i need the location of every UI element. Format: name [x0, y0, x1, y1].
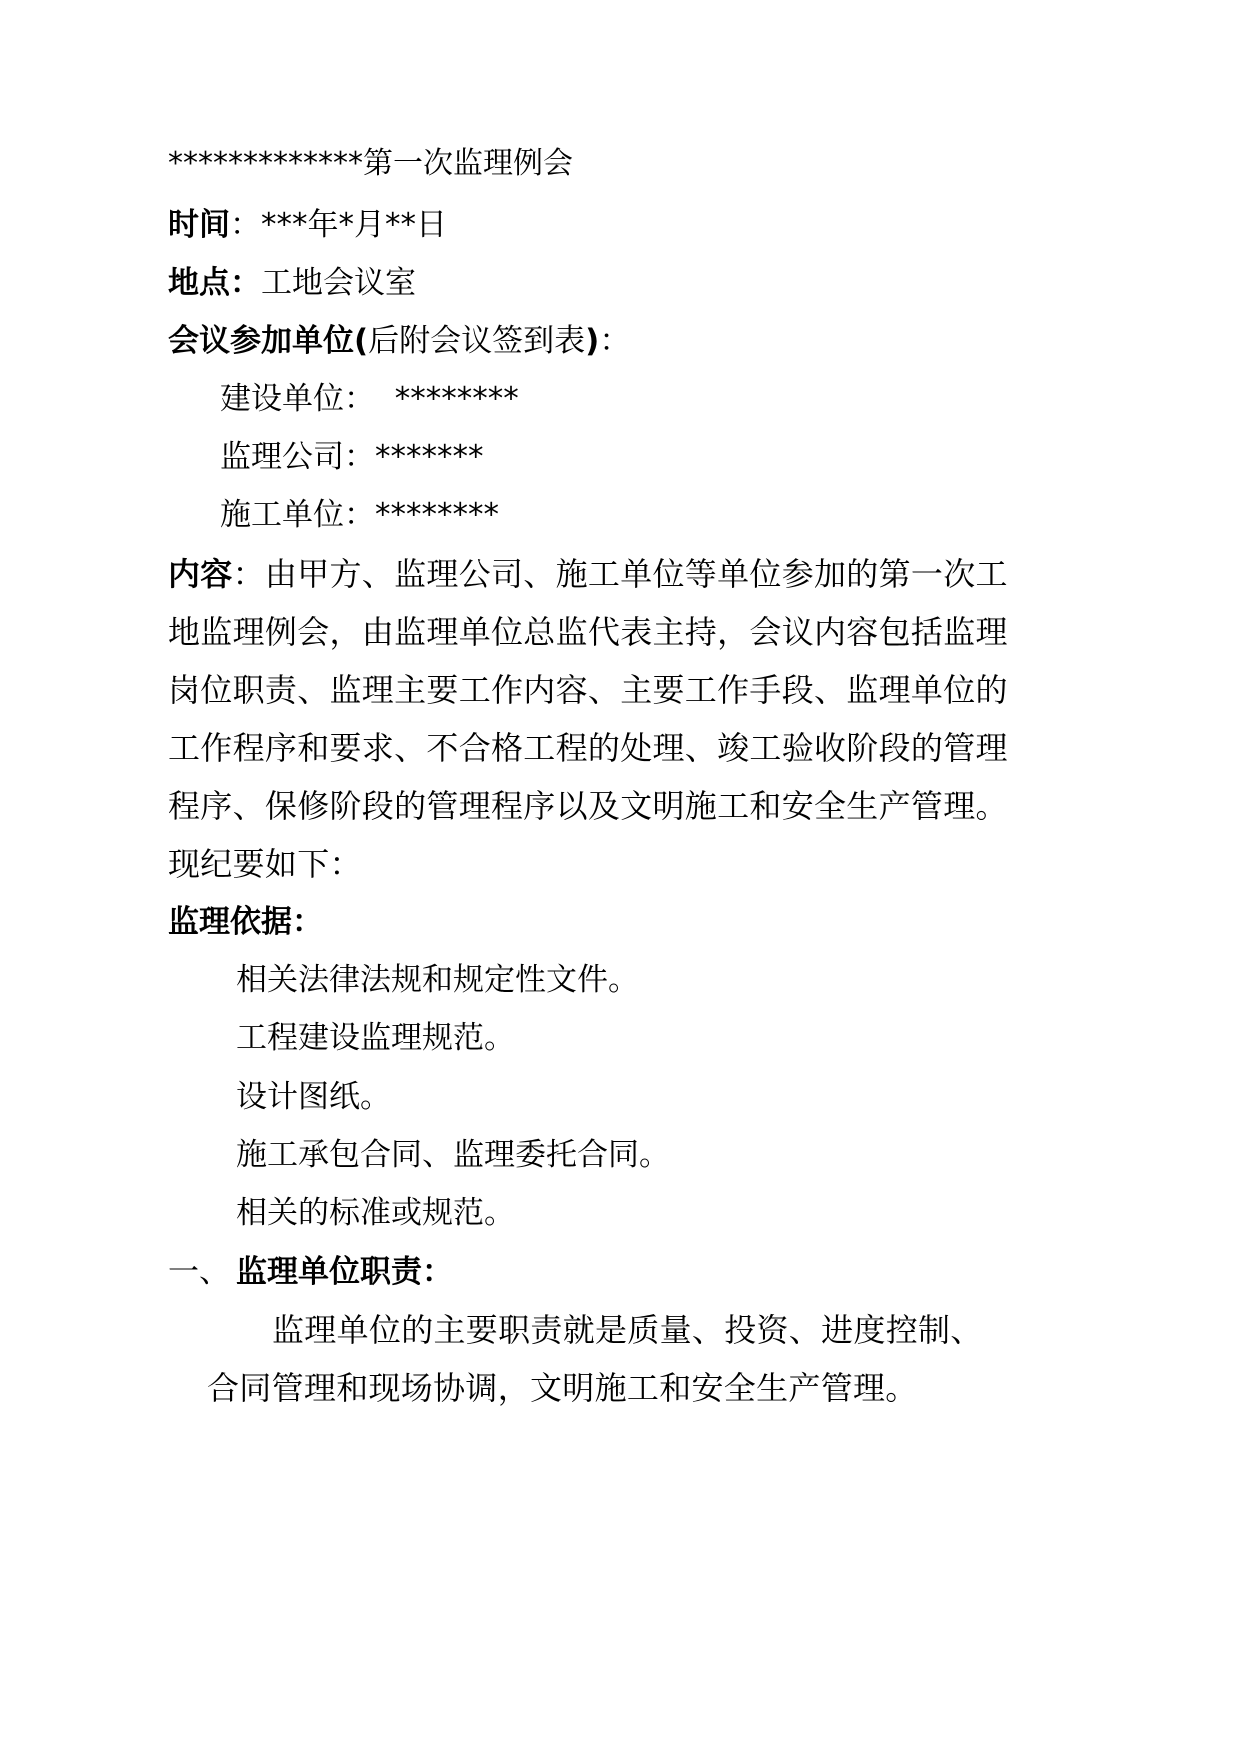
attendees-note: 后附会议签到表 — [368, 323, 586, 359]
content-label: 内容 — [168, 555, 233, 593]
section-paragraph-line: 合同管理和现场协调，文明施工和安全生产管理。 — [207, 1369, 918, 1407]
basis-item: 施工承包合同、监理委托合同。 — [236, 1137, 670, 1173]
document-title: *************第一次监理例会 — [168, 146, 573, 181]
attendees-separator: ： — [599, 323, 631, 359]
meeting-place — [168, 263, 416, 303]
basis-heading: 监理依据： — [168, 904, 323, 940]
section-paragraph-line: 监理单位的主要职责就是质量、投资、进度控制、 — [272, 1311, 983, 1349]
attendees-label-end: ) — [585, 323, 600, 359]
time-separator: ： — [230, 207, 261, 243]
time-label: 时间 — [168, 207, 230, 243]
section-number: 一、 — [168, 1254, 230, 1290]
content-paragraph-line: 工作程序和要求、不合格工程的处理、竣工验收阶段的管理 — [168, 729, 1008, 767]
place-value: 工地会议室 — [261, 265, 416, 301]
basis-item: 工程建设监理规范。 — [236, 1020, 515, 1056]
attendee-unit-owner: 建设单位： ******** — [220, 381, 519, 417]
meeting-time — [168, 205, 447, 245]
content-paragraph-line: 岗位职责、监理主要工作内容、主要工作手段、监理单位的 — [168, 671, 1008, 709]
attendee-unit-contractor: 施工单位：******** — [220, 497, 499, 533]
basis-item: 相关的标准或规范。 — [236, 1195, 515, 1231]
content-paragraph-line: 现纪要如下： — [168, 845, 362, 883]
basis-item: 设计图纸。 — [236, 1079, 391, 1115]
time-value: ***年*月**日 — [261, 207, 447, 243]
section-heading: 监理单位职责： — [236, 1254, 453, 1290]
content-paragraph-line: 程序、保修阶段的管理程序以及文明施工和安全生产管理。 — [168, 787, 1008, 825]
content-paragraph-line — [168, 554, 1008, 594]
place-label: 地点： — [168, 265, 261, 301]
content-paragraph-line: 地监理例会，由监理单位总监代表主持，会议内容包括监理 — [168, 613, 1008, 651]
content-line-text: ：由甲方、监理公司、施工单位等单位参加的第一次工 — [232, 555, 1008, 593]
attendees-label: 会议参加单位( — [168, 323, 369, 359]
attendee-unit-supervisor: 监理公司：******* — [220, 439, 484, 475]
attendees-heading — [168, 321, 630, 361]
basis-item: 相关法律法规和规定性文件。 — [236, 962, 639, 998]
